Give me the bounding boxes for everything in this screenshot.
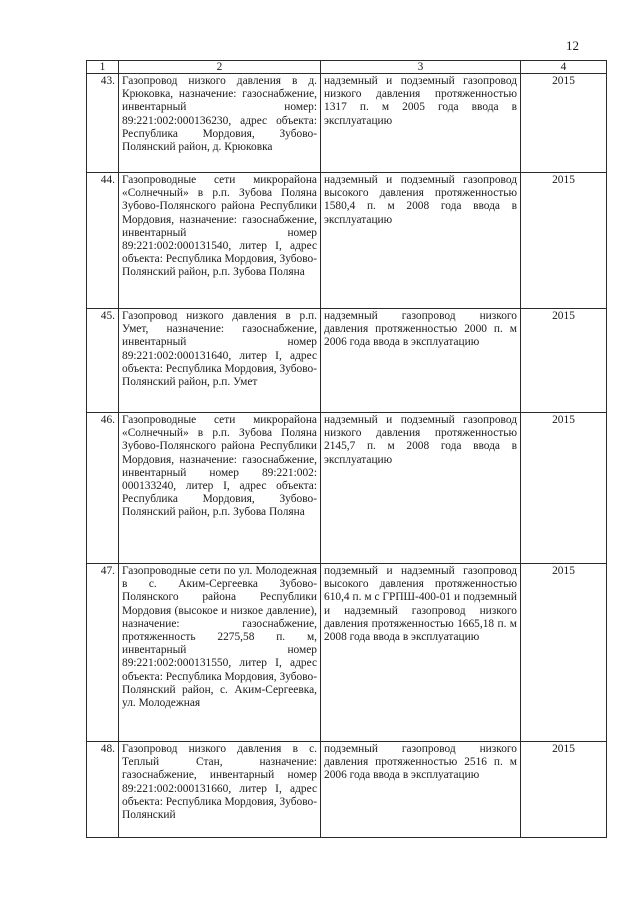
header-row (87, 61, 607, 74)
table-row (87, 173, 607, 309)
table-row (87, 564, 607, 742)
object-description: Газопровод низкого давления в с. Теплый Стан, назначение: газоснабжение, инвентарный номер 89:221:002:000131660, литер I, адрес объекта: Республика Мордовия, Зубово-Полянский (119, 742, 321, 838)
row-number: 43. (87, 74, 119, 173)
column-header-1: 1 (87, 61, 119, 74)
table-row (87, 742, 607, 838)
row-number: 46. (87, 413, 119, 564)
transfer-year: 2015 (521, 173, 607, 309)
column-header-2: 2 (119, 61, 321, 74)
table-row (87, 413, 607, 564)
object-description: Газопровод низкого давления в р.п. Умет, назначение: газоснабжение, инвентарный номер 89:221:002:000131640, литер I, адрес объекта: Республика Мордовия, Зубово-Полянский район, р.п. Умет (119, 309, 321, 413)
object-description: Газопроводные сети микрорайона «Солнечный» в р.п. Зубова Поляна Зубово-Полянского района Республики Мордовия, назначение: газоснабжение, инвентарный номер 89:221:002: 000133240, литер I, адрес объекта: Республика Мордовия, Зубово-Полянский район, р.п. Зубова Поляна (119, 413, 321, 564)
row-number: 44. (87, 173, 119, 309)
page-number: 12 (566, 38, 579, 53)
technical-description: надземный и подземный газопровод низкого давления протяженностью 2145,7 п. м 2008 года ввода в эксплуатацию (321, 413, 521, 564)
object-description: Газопровод низкого давления в д. Крюковка, назначение: газоснабжение, инвентарный номер: 89:221:002:000136230, адрес объекта: Республика Мордовия, Зубово-Полянский район, д. Крюковка (119, 74, 321, 173)
technical-description: подземный газопровод низкого давления протяженностью 2516 п. м 2006 года ввода в эксплуатацию (321, 742, 521, 838)
table-row (87, 309, 607, 413)
transfer-year: 2015 (521, 309, 607, 413)
object-description: Газопроводные сети микрорайона «Солнечный» в р.п. Зубова Поляна Зубово-Полянского района Республики Мордовия, назначение: газоснабжение, инвентарный номер 89:221:002:000131540, литер I, адрес объекта: Республика Мордовия, Зубово-Полянский район, р.п. Зубова Поляна (119, 173, 321, 309)
technical-description: подземный и надземный газопровод высокого давления протяженностью 610,4 п. м с ГРПШ-400-01 и подземный и надземный газопровод низкого давления протяженностью 1665,18 п. м 2008 года ввода в эксплуатацию (321, 564, 521, 742)
technical-description: надземный и подземный газопровод низкого давления протяженностью 1317 п. м 2005 года ввода в эксплуатацию (321, 74, 521, 173)
technical-description: надземный газопровод низкого давления протяженностью 2000 п. м 2006 года ввода в эксплуатацию (321, 309, 521, 413)
object-description: Газопроводные сети по ул. Молодежная в с. Аким-Сергеевка Зубово-Полянского района Республики Мордовия (высокое и низкое давление), назначение: газоснабжение, протяженность 2275,58 п. м, инвентарный номер 89:221:002:000131550, литер I, адрес объекта: Республика Мордовия, Зубово-Полянский район, с. Аким-Сергеевка, ул. Молодежная (119, 564, 321, 742)
property-table (86, 60, 607, 838)
column-header-3: 3 (321, 61, 521, 74)
technical-description: надземный и подземный газопровод высокого давления протяженностью 1580,4 п. м 2008 года ввода в эксплуатацию (321, 173, 521, 309)
transfer-year: 2015 (521, 413, 607, 564)
row-number: 47. (87, 564, 119, 742)
row-number: 45. (87, 309, 119, 413)
transfer-year: 2015 (521, 742, 607, 838)
column-header-4: 4 (521, 61, 607, 74)
transfer-year: 2015 (521, 74, 607, 173)
row-number: 48. (87, 742, 119, 838)
transfer-year: 2015 (521, 564, 607, 742)
table-row (87, 74, 607, 173)
